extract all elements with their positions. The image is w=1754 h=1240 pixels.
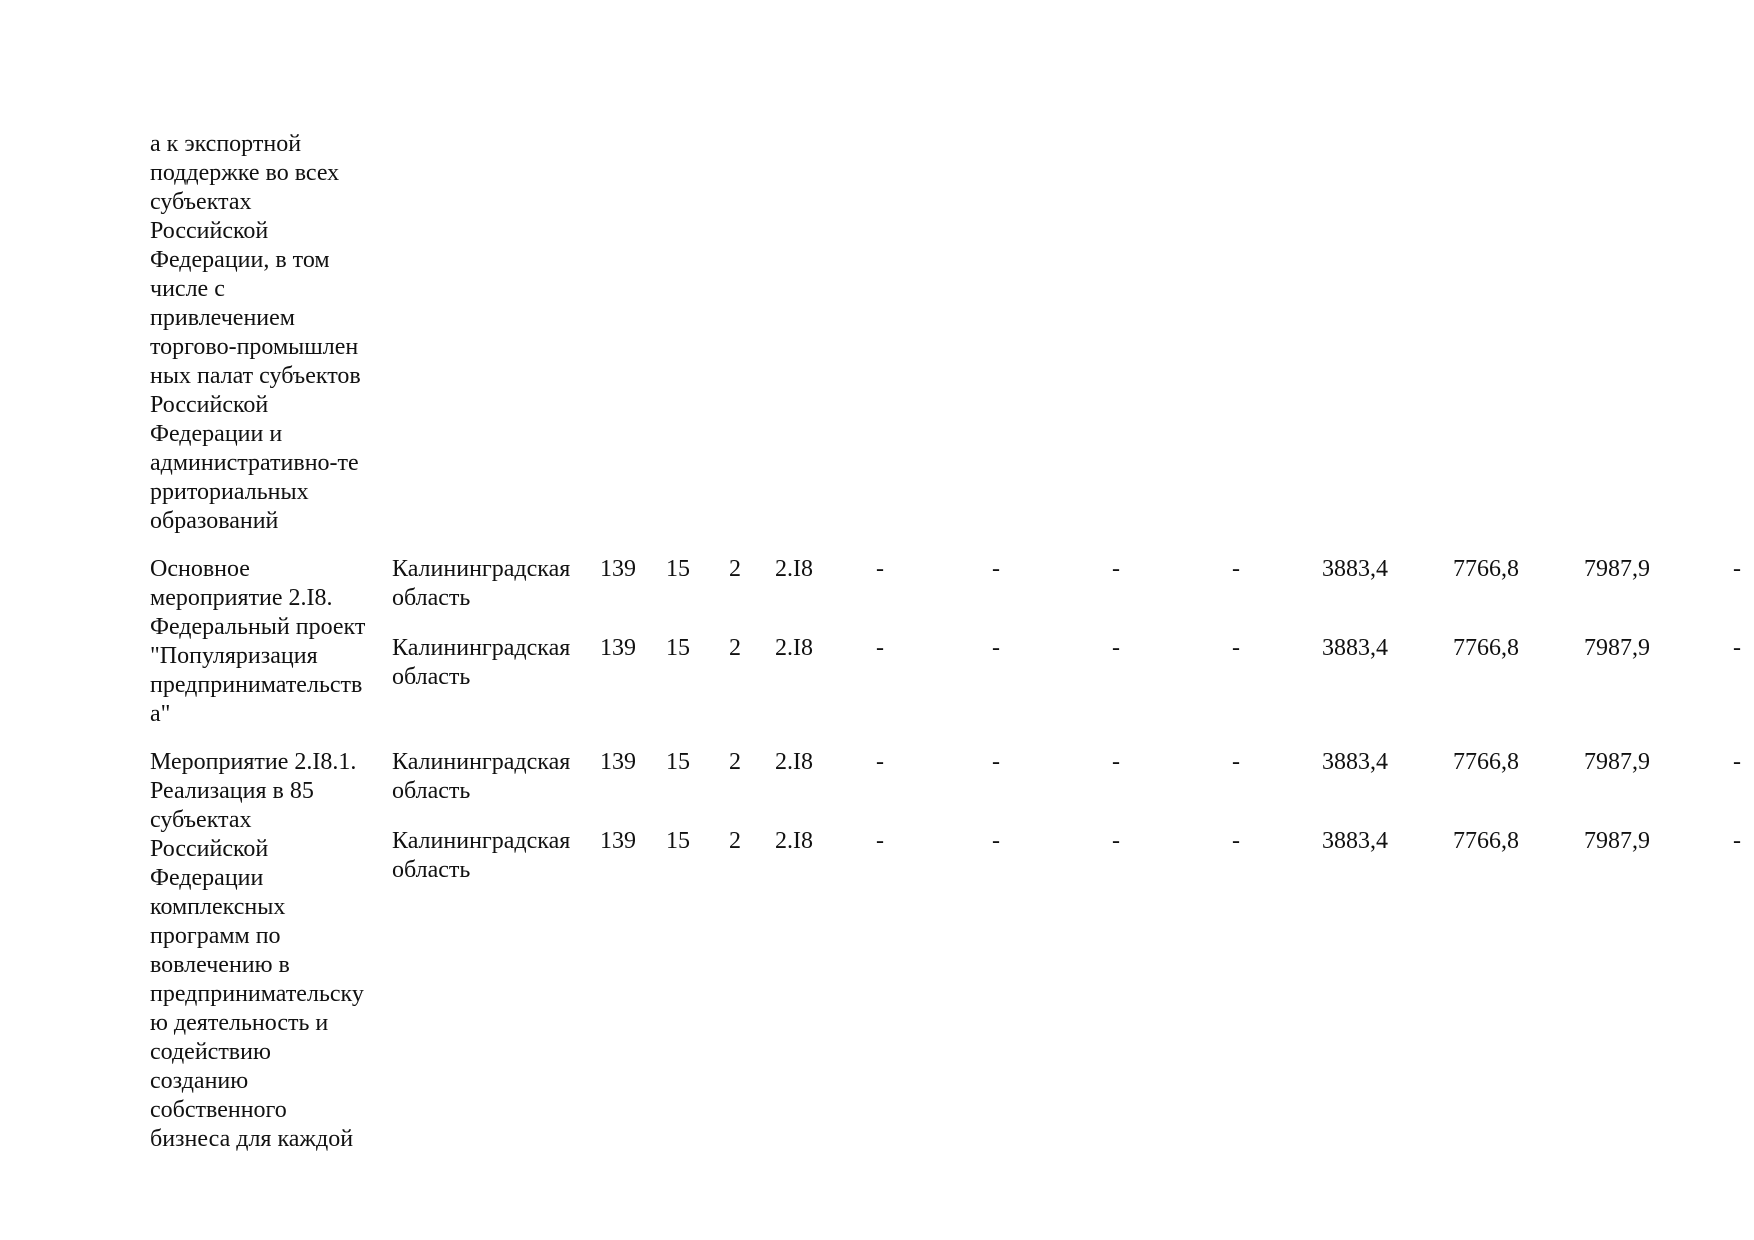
value-cell: - (1112, 749, 1120, 775)
region-line: Калининградская (392, 749, 571, 775)
group-name-line: вовлечению в (150, 952, 290, 978)
code-cell: 15 (666, 635, 690, 661)
group-name-line: "Популяризация (150, 643, 318, 669)
amount-cell: 7987,9 (1584, 635, 1650, 661)
intro-line: рриториальных (150, 479, 309, 505)
code-cell: 2 (729, 749, 741, 775)
region-line: Калининградская (392, 556, 571, 582)
amount-cell: 7987,9 (1584, 556, 1650, 582)
value-cell: - (1733, 556, 1741, 582)
group-name-line: субъектах (150, 807, 252, 833)
region-line: Калининградская (392, 635, 571, 661)
group-name-line: предпринимательску (150, 981, 364, 1007)
intro-line: образований (150, 508, 279, 534)
group-name-line: Мероприятие 2.I8.1. (150, 749, 357, 775)
value-cell: - (876, 749, 884, 775)
value-cell: - (1112, 635, 1120, 661)
code-cell: 2.I8 (775, 749, 813, 775)
code-cell: 15 (666, 749, 690, 775)
intro-line: поддержке во всех (150, 160, 340, 186)
amount-cell: 7766,8 (1453, 635, 1519, 661)
group-name (150, 555, 365, 729)
intro-text (150, 130, 361, 536)
code-cell: 2.I8 (775, 828, 813, 854)
code-cell: 139 (600, 556, 636, 582)
region-cell (392, 555, 570, 613)
code-cell: 139 (600, 635, 636, 661)
amount-cell: 3883,4 (1322, 556, 1388, 582)
value-cell: - (1232, 749, 1240, 775)
amount-cell: 3883,4 (1322, 749, 1388, 775)
intro-line: числе с (150, 276, 225, 302)
code-cell: 2.I8 (775, 556, 813, 582)
group-name-line: ю деятельность и (150, 1010, 329, 1036)
amount-cell: 7766,8 (1453, 749, 1519, 775)
group-name-line: собственного (150, 1097, 287, 1123)
group-name-line: предпринимательств (150, 672, 363, 698)
intro-line: привлечением (150, 305, 295, 331)
region-line: Калининградская (392, 828, 571, 854)
intro-line: торгово-промышлен (150, 334, 359, 360)
group-name-line: а" (150, 701, 171, 727)
region-cell (392, 634, 570, 692)
region-line: область (392, 857, 471, 883)
code-cell: 139 (600, 828, 636, 854)
group-name-line: программ по (150, 923, 281, 949)
code-cell: 2.I8 (775, 635, 813, 661)
group-name (150, 748, 364, 1154)
code-cell: 2 (729, 556, 741, 582)
value-cell: - (1232, 556, 1240, 582)
region-line: область (392, 778, 471, 804)
value-cell: - (1733, 635, 1741, 661)
group-name-line: Российской (150, 836, 269, 862)
value-cell: - (1733, 828, 1741, 854)
intro-line: Российской (150, 392, 269, 418)
code-cell: 2 (729, 828, 741, 854)
group-name-line: Реализация в 85 (150, 778, 314, 804)
intro-line: Федерации и (150, 421, 283, 447)
value-cell: - (992, 635, 1000, 661)
value-cell: - (876, 635, 884, 661)
amount-cell: 7987,9 (1584, 828, 1650, 854)
group-name-line: созданию (150, 1068, 249, 1094)
value-cell: - (1733, 749, 1741, 775)
value-cell: - (992, 828, 1000, 854)
region-line: область (392, 585, 471, 611)
group-name-line: мероприятие 2.I8. (150, 585, 333, 611)
intro-line: Российской (150, 218, 269, 244)
region-cell (392, 748, 570, 806)
value-cell: - (1112, 828, 1120, 854)
value-cell: - (1232, 828, 1240, 854)
group-name-line: содействию (150, 1039, 271, 1065)
group-name-line: комплексных (150, 894, 286, 920)
intro-line: Федерации, в том (150, 247, 330, 273)
region-line: область (392, 664, 471, 690)
group-name-line: Федеральный проект (150, 614, 366, 640)
intro-line: административно-те (150, 450, 359, 476)
value-cell: - (1232, 635, 1240, 661)
code-cell: 139 (600, 749, 636, 775)
group-name-line: Федерации (150, 865, 264, 891)
amount-cell: 7766,8 (1453, 556, 1519, 582)
intro-line: ных палат субъектов (150, 363, 361, 389)
intro-line: а к экспортной (150, 131, 302, 157)
value-cell: - (1112, 556, 1120, 582)
code-cell: 2 (729, 635, 741, 661)
amount-cell: 7987,9 (1584, 749, 1650, 775)
code-cell: 15 (666, 828, 690, 854)
region-cell (392, 827, 570, 885)
amount-cell: 3883,4 (1322, 635, 1388, 661)
code-cell: 15 (666, 556, 690, 582)
value-cell: - (876, 556, 884, 582)
value-cell: - (876, 828, 884, 854)
value-cell: - (992, 556, 1000, 582)
amount-cell: 7766,8 (1453, 828, 1519, 854)
group-name-line: Основное (150, 556, 250, 582)
value-cell: - (992, 749, 1000, 775)
group-name-line: бизнеса для каждой (150, 1126, 354, 1152)
intro-line: субъектах (150, 189, 252, 215)
amount-cell: 3883,4 (1322, 828, 1388, 854)
